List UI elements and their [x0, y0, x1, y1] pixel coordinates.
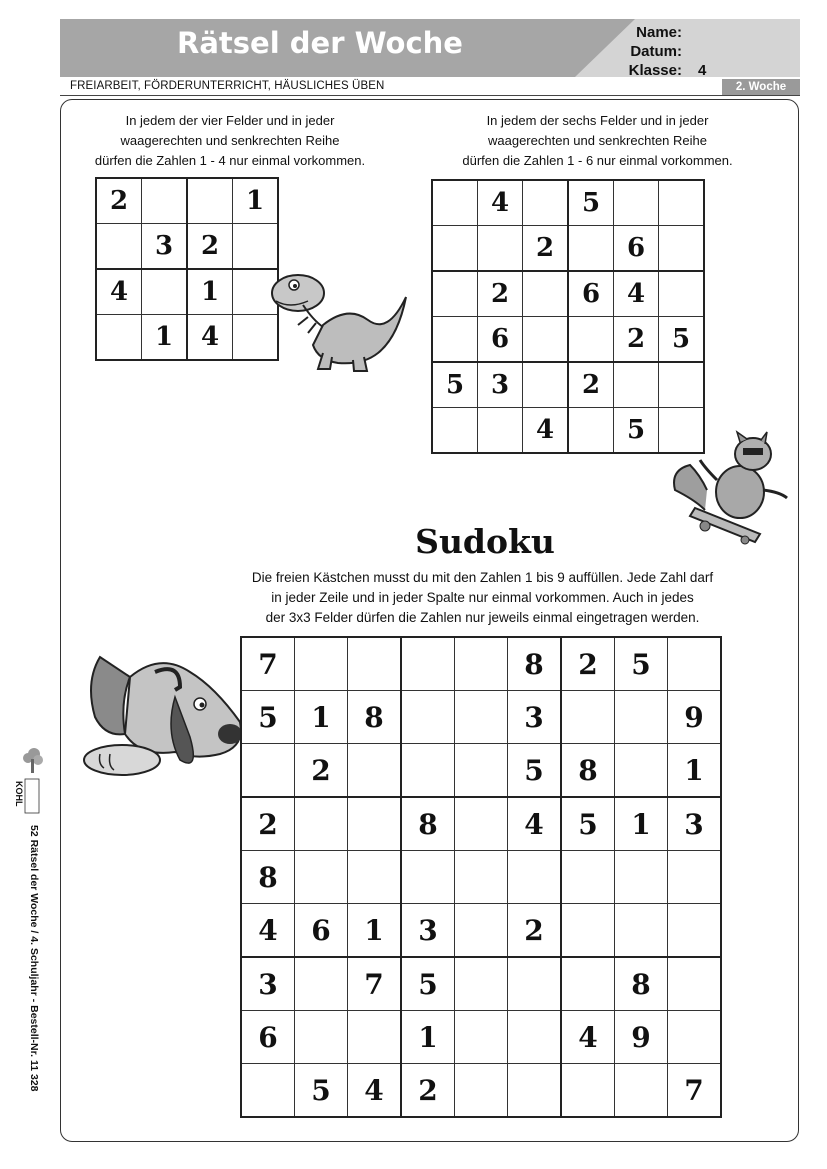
grid-cell	[455, 1064, 508, 1118]
grid-cell	[615, 744, 668, 798]
grid-cell	[96, 315, 142, 361]
grid-row	[241, 1011, 721, 1064]
grid-cell	[615, 904, 668, 958]
grid-cell	[348, 744, 402, 798]
grid-row	[241, 957, 721, 1011]
grid-cell: 2	[241, 797, 295, 851]
grid-cell: 1	[142, 315, 188, 361]
sudoku-title: Sudoku	[415, 522, 555, 561]
grid-cell: 2	[561, 637, 615, 691]
grid-cell	[561, 851, 615, 904]
grid-row	[96, 315, 278, 361]
grid-cell: 4	[614, 271, 659, 317]
subtitle: FREIARBEIT, FÖRDERUNTERRICHT, HÄUSLICHES ÜBEN	[70, 80, 385, 92]
grid-cell	[455, 797, 508, 851]
grid-cell	[295, 797, 348, 851]
grid-cell	[568, 226, 614, 272]
grid-cell: 6	[478, 317, 523, 363]
page-title: Rätsel der Woche	[177, 26, 463, 60]
grid-cell	[241, 1064, 295, 1118]
grid-cell	[508, 1011, 562, 1064]
grid-cell: 6	[295, 904, 348, 958]
grid-cell: 8	[348, 691, 402, 744]
grid-cell	[523, 271, 569, 317]
grid-row	[241, 744, 721, 798]
grid-cell: 1	[295, 691, 348, 744]
grid-cell	[561, 1064, 615, 1118]
instruction-line: In jedem der vier Felder und in jeder	[125, 113, 335, 128]
grid-cell	[432, 271, 478, 317]
grid-cell	[615, 851, 668, 904]
grid-row	[432, 317, 704, 363]
grid-cell	[455, 957, 508, 1011]
grid-cell: 8	[241, 851, 295, 904]
sudoku-4x4-grid	[95, 177, 279, 361]
grid-cell: 3	[142, 224, 188, 270]
class-value: 4	[698, 62, 707, 79]
grid-cell: 3	[241, 957, 295, 1011]
grid-cell: 4	[523, 408, 569, 454]
dog-illustration	[80, 642, 250, 782]
grid-cell	[348, 797, 402, 851]
grid-cell: 5	[432, 362, 478, 408]
grid-cell	[561, 957, 615, 1011]
grid-cell	[455, 1011, 508, 1064]
grid-cell	[432, 226, 478, 272]
grid-cell	[401, 851, 455, 904]
grid-row	[432, 362, 704, 408]
grid-cell: 7	[348, 957, 402, 1011]
grid-cell	[523, 180, 569, 226]
grid-cell: 5	[568, 180, 614, 226]
class-label: Klasse:	[628, 62, 682, 79]
grid-cell: 3	[668, 797, 722, 851]
grid-cell: 6	[241, 1011, 295, 1064]
grid-row	[432, 180, 704, 226]
grid-cell: 2	[478, 271, 523, 317]
grid-cell	[455, 691, 508, 744]
grid-row	[96, 269, 278, 315]
grid-cell	[348, 1011, 402, 1064]
puzzle4-instructions	[60, 111, 400, 171]
grid-cell	[659, 180, 705, 226]
grid-cell	[508, 957, 562, 1011]
publisher-name: KOHL	[14, 781, 24, 807]
grid-cell: 1	[233, 178, 279, 224]
grid-cell: 2	[295, 744, 348, 798]
grid-cell: 1	[401, 1011, 455, 1064]
grid-cell: 4	[96, 269, 142, 315]
grid-cell: 4	[187, 315, 233, 361]
grid-cell	[142, 269, 188, 315]
grid-cell: 2	[187, 224, 233, 270]
week-tab: 2. Woche	[722, 79, 800, 96]
grid-cell: 2	[401, 1064, 455, 1118]
sudoku-instructions	[215, 568, 750, 628]
grid-cell: 5	[241, 691, 295, 744]
instruction-line: waagerechten und senkrechten Reihe	[120, 133, 340, 148]
grid-cell: 1	[187, 269, 233, 315]
instruction-line: der 3x3 Felder dürfen die Zahlen nur jeweils einmal eingetragen werden.	[265, 610, 700, 625]
grid-row	[432, 226, 704, 272]
grid-cell	[508, 851, 562, 904]
grid-cell: 4	[348, 1064, 402, 1118]
grid-row	[241, 637, 721, 691]
grid-cell	[348, 851, 402, 904]
instruction-line: in jeder Zeile und in jeder Spalte nur einmal vorkommen. Auch in jedes	[271, 590, 694, 605]
grid-cell: 5	[614, 408, 659, 454]
grid-cell: 1	[668, 744, 722, 798]
grid-cell: 2	[614, 317, 659, 363]
grid-row	[241, 851, 721, 904]
grid-row	[432, 271, 704, 317]
grid-cell: 3	[478, 362, 523, 408]
grid-cell	[187, 178, 233, 224]
grid-cell	[295, 851, 348, 904]
grid-row	[241, 904, 721, 958]
header-rule	[60, 95, 800, 96]
grid-cell: 5	[508, 744, 562, 798]
grid-row	[241, 691, 721, 744]
grid-cell: 5	[561, 797, 615, 851]
grid-cell	[659, 271, 705, 317]
grid-cell: 2	[568, 362, 614, 408]
grid-cell: 9	[615, 1011, 668, 1064]
grid-cell: 7	[668, 1064, 722, 1118]
grid-cell	[659, 362, 705, 408]
grid-cell: 1	[348, 904, 402, 958]
grid-cell	[614, 180, 659, 226]
grid-cell	[568, 408, 614, 454]
grid-cell: 4	[241, 904, 295, 958]
grid-row	[96, 224, 278, 270]
grid-cell	[478, 408, 523, 454]
grid-cell: 2	[508, 904, 562, 958]
grid-cell	[614, 362, 659, 408]
grid-cell	[478, 226, 523, 272]
grid-cell	[401, 691, 455, 744]
name-label: Name:	[636, 24, 682, 41]
grid-cell	[455, 851, 508, 904]
grid-cell: 9	[668, 691, 722, 744]
grid-cell	[295, 1011, 348, 1064]
grid-cell: 6	[568, 271, 614, 317]
grid-cell	[432, 408, 478, 454]
sudoku-6x6-grid	[431, 179, 705, 454]
grid-cell	[659, 226, 705, 272]
grid-cell: 4	[478, 180, 523, 226]
grid-cell: 2	[96, 178, 142, 224]
grid-cell: 4	[508, 797, 562, 851]
grid-cell	[432, 317, 478, 363]
instruction-line: waagerechten und senkrechten Reihe	[488, 133, 707, 148]
grid-cell: 3	[401, 904, 455, 958]
grid-row	[432, 408, 704, 454]
grid-cell: 5	[615, 637, 668, 691]
grid-row	[96, 178, 278, 224]
grid-cell: 7	[241, 637, 295, 691]
grid-cell	[668, 957, 722, 1011]
grid-cell	[523, 362, 569, 408]
grid-cell	[348, 637, 402, 691]
date-label: Datum:	[630, 43, 682, 60]
grid-cell	[455, 637, 508, 691]
grid-cell: 6	[614, 226, 659, 272]
grid-cell	[455, 904, 508, 958]
grid-cell	[615, 1064, 668, 1118]
grid-cell	[615, 691, 668, 744]
grid-cell: 8	[561, 744, 615, 798]
sudoku-9x9-grid	[240, 636, 722, 1118]
grid-cell	[523, 317, 569, 363]
grid-cell	[401, 637, 455, 691]
grid-cell	[561, 904, 615, 958]
grid-cell: 5	[295, 1064, 348, 1118]
grid-cell: 2	[523, 226, 569, 272]
grid-cell: 8	[615, 957, 668, 1011]
instruction-line: dürfen die Zahlen 1 - 6 nur einmal vorkommen.	[462, 153, 733, 168]
instruction-line: dürfen die Zahlen 1 - 4 nur einmal vorkommen.	[94, 153, 366, 168]
grid-cell	[432, 180, 478, 226]
dinosaur-illustration	[268, 265, 410, 375]
grid-cell	[241, 744, 295, 798]
grid-cell	[233, 224, 279, 270]
grid-cell	[668, 851, 722, 904]
grid-cell	[401, 744, 455, 798]
raccoon-skateboard-illustration	[665, 430, 795, 545]
grid-cell	[668, 904, 722, 958]
grid-cell	[508, 1064, 562, 1118]
grid-cell: 5	[401, 957, 455, 1011]
grid-cell: 8	[508, 637, 562, 691]
grid-cell	[668, 637, 722, 691]
grid-cell: 8	[401, 797, 455, 851]
grid-cell	[568, 317, 614, 363]
grid-cell: 1	[615, 797, 668, 851]
grid-cell: 4	[561, 1011, 615, 1064]
grid-cell	[96, 224, 142, 270]
side-order-text: 52 Rätsel der Woche / 4. Schuljahr - Bestell-Nr. 11 328	[28, 825, 40, 1092]
grid-cell: 3	[508, 691, 562, 744]
grid-cell	[295, 957, 348, 1011]
puzzle6-instructions	[425, 111, 770, 171]
grid-cell: 5	[659, 317, 705, 363]
grid-cell	[295, 637, 348, 691]
grid-cell	[668, 1011, 722, 1064]
instruction-line: In jedem der sechs Felder und in jeder	[486, 113, 709, 128]
grid-cell	[455, 744, 508, 798]
grid-cell	[561, 691, 615, 744]
grid-cell	[142, 178, 188, 224]
instruction-line: Die freien Kästchen musst du mit den Zahlen 1 bis 9 auffüllen. Jede Zahl darf	[251, 570, 714, 585]
grid-row	[241, 1064, 721, 1118]
grid-row	[241, 797, 721, 851]
